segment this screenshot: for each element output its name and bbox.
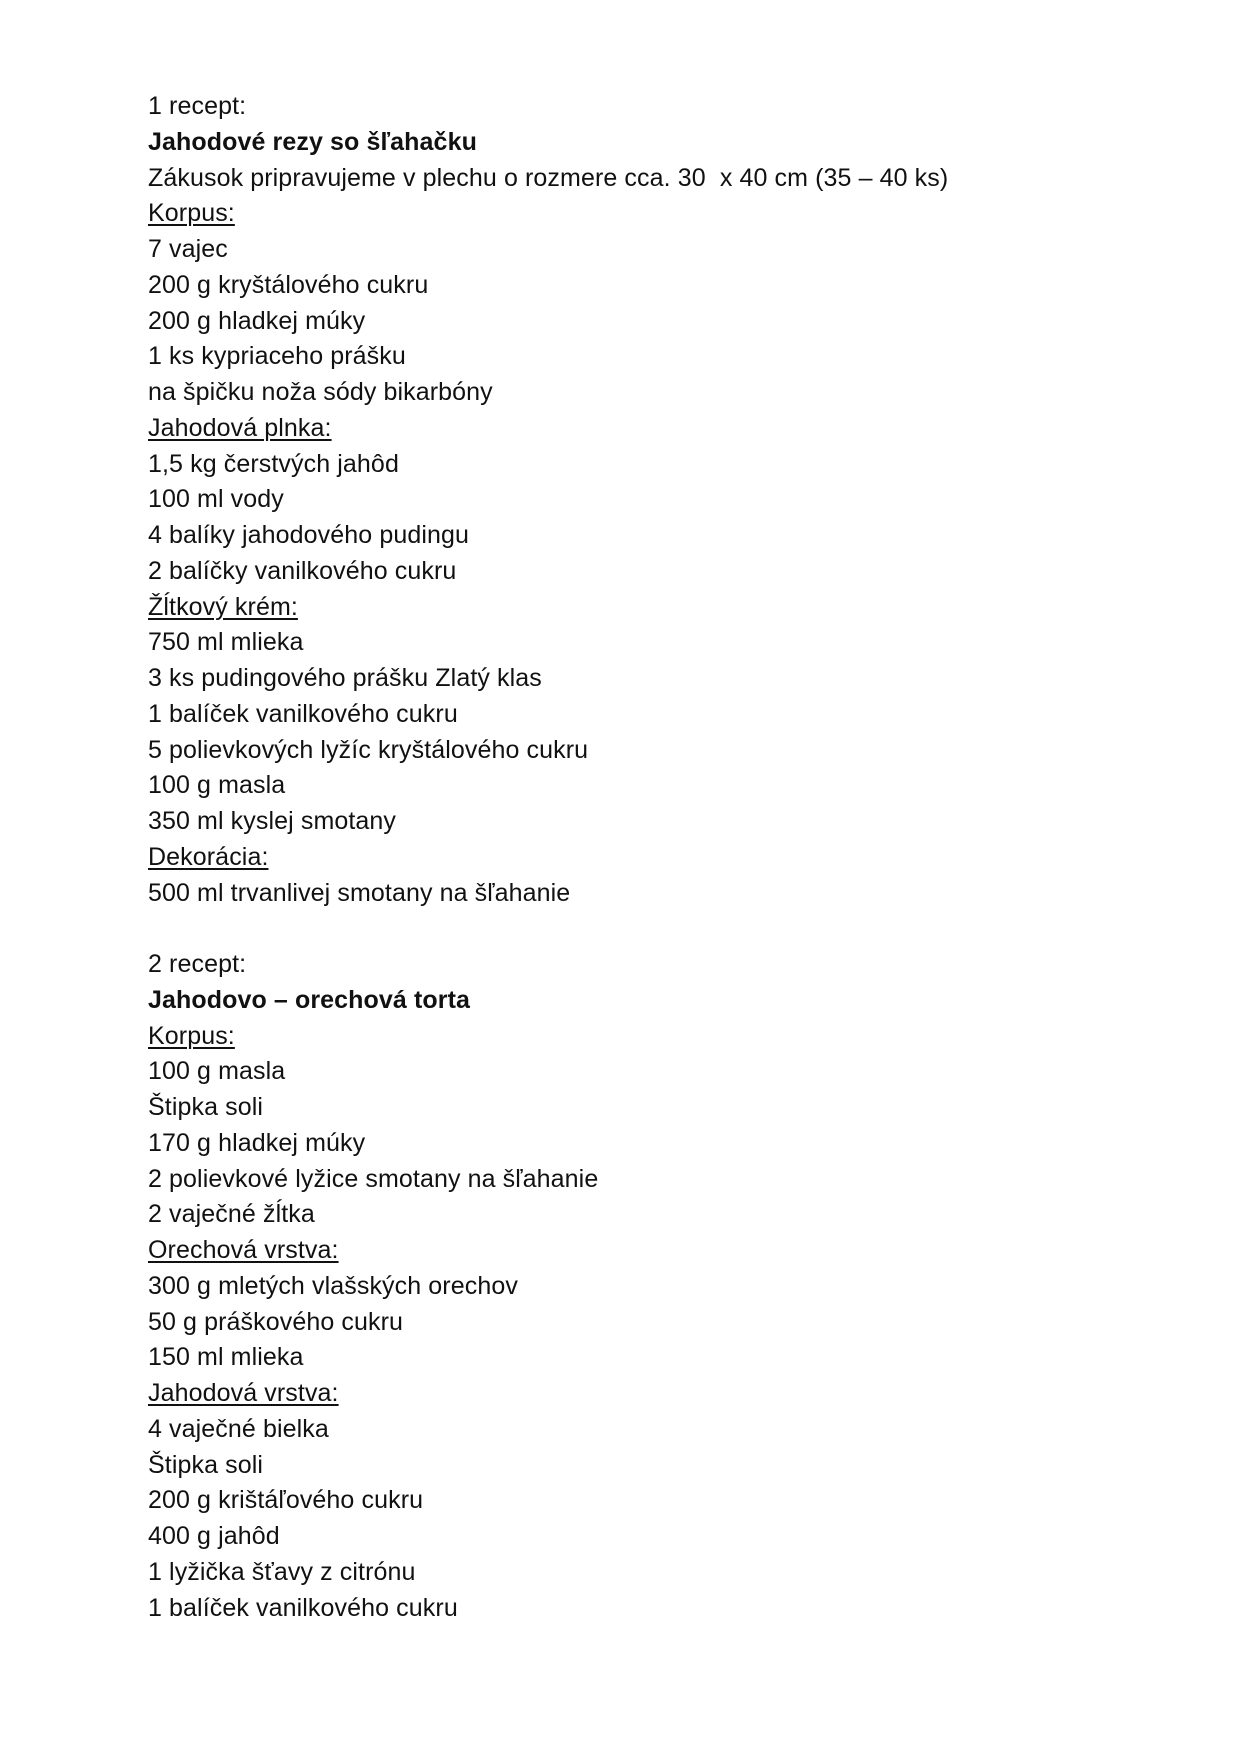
ingredient-item: 300 g mletých vlašských orechov bbox=[148, 1271, 518, 1300]
ingredient-item: 1 balíček vanilkového cukru bbox=[148, 699, 458, 728]
section-heading: Jahodová plnka: bbox=[148, 413, 332, 442]
ingredient-item: 200 g krištáľového cukru bbox=[148, 1486, 424, 1515]
ingredient-item: na špičku noža sódy bikarbóny bbox=[148, 378, 493, 406]
ingredient-item: 1,5 kg čerstvých jahôd bbox=[148, 449, 399, 478]
section-jahodova-vrstva bbox=[148, 1376, 1148, 1626]
recipe-1 bbox=[148, 89, 1148, 911]
recipe-2 bbox=[148, 947, 1148, 1626]
ingredient-item: 170 g hladkej múky bbox=[148, 1128, 366, 1157]
ingredient-item: 4 vaječné bielka bbox=[148, 1414, 329, 1443]
ingredient-item: 400 g jahôd bbox=[148, 1522, 280, 1550]
section-jahodova-plnka bbox=[148, 411, 1148, 590]
section-orechova-vrstva bbox=[148, 1233, 1148, 1376]
recipe-note: Zákusok pripravujeme v plechu o rozmere cca. 30 x 40 cm (35 – 40 ks) bbox=[148, 163, 949, 192]
section-zltkovy-krem bbox=[148, 590, 1148, 840]
ingredient-item: 2 balíčky vanilkového cukru bbox=[148, 556, 457, 585]
document-body bbox=[148, 89, 1148, 1626]
ingredient-item: 100 ml vody bbox=[148, 485, 284, 514]
ingredient-item: 200 g hladkej múky bbox=[148, 306, 366, 335]
ingredient-item: 500 ml trvanlivej smotany na šľahanie bbox=[148, 878, 571, 907]
ingredient-item: 1 ks kypriaceho prášku bbox=[148, 342, 406, 371]
ingredient-item: 150 ml mlieka bbox=[148, 1343, 304, 1372]
section-dekoracia bbox=[148, 840, 1148, 912]
ingredient-item: 1 lyžička šťavy z citrónu bbox=[148, 1557, 416, 1586]
ingredient-item: 2 vaječné žĺtka bbox=[148, 1200, 315, 1229]
ingredient-item: 100 g masla bbox=[148, 771, 286, 800]
section-korpus bbox=[148, 1019, 1148, 1234]
ingredient-item: 100 g masla bbox=[148, 1057, 286, 1086]
section-heading: Korpus: bbox=[148, 199, 235, 228]
ingredient-item: 2 polievkové lyžice smotany na šľahanie bbox=[148, 1164, 599, 1193]
ingredient-item: 3 ks pudingového prášku Zlatý klas bbox=[148, 664, 542, 692]
recipe-title: Jahodové rezy so šľahačku bbox=[148, 127, 477, 156]
section-heading: Dekorácia: bbox=[148, 842, 269, 871]
section-heading: Jahodová vrstva: bbox=[148, 1379, 339, 1407]
ingredient-item: 750 ml mlieka bbox=[148, 628, 304, 657]
ingredient-item: 5 polievkových lyžíc kryštálového cukru bbox=[148, 735, 589, 764]
section-heading: Korpus: bbox=[148, 1021, 235, 1050]
ingredient-item: 350 ml kyslej smotany bbox=[148, 807, 397, 835]
section-heading: Žĺtkový krém: bbox=[148, 592, 298, 621]
recipe-title: Jahodovo – orechová torta bbox=[148, 985, 471, 1014]
ingredient-item: Štipka soli bbox=[148, 1450, 264, 1479]
recipe-number-label: 2 recept: bbox=[148, 950, 247, 978]
recipe-number-label: 1 recept: bbox=[148, 92, 247, 120]
ingredient-item: 7 vajec bbox=[148, 235, 228, 263]
ingredient-item: Štipka soli bbox=[148, 1093, 264, 1121]
ingredient-item: 50 g práškového cukru bbox=[148, 1307, 404, 1336]
ingredient-item: 4 balíky jahodového pudingu bbox=[148, 521, 470, 549]
ingredient-item: 1 balíček vanilkového cukru bbox=[148, 1593, 458, 1622]
section-heading: Orechová vrstva: bbox=[148, 1236, 339, 1264]
ingredient-item: 200 g kryštálového cukru bbox=[148, 270, 429, 299]
section-korpus bbox=[148, 196, 1148, 411]
